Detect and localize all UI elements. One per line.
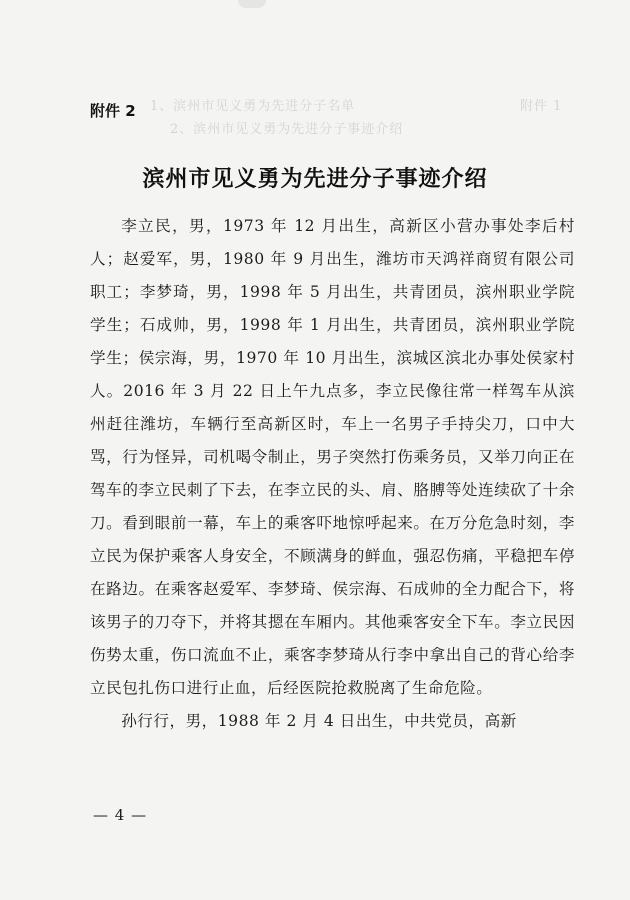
paper-scuff xyxy=(238,0,266,8)
paragraph: 李立民，男，1973 年 12 月出生，高新区小营办事处李后村人；赵爱军，男，1980 年 9 月出生，潍坊市天鸿祥商贸有限公司职工；李梦琦，男，1998 年 5 月出生，共青团员，滨州职业学院学生；石成帅，男，1998 年 1 月出生，共青团员，滨州职业学院学生；侯宗海，男，1970 年 10 月出生，滨城区滨北办事处侯家村人。2016 年 3 月 22 日上午九点多，李立民像往常一样驾车从滨州赶往潍坊，车辆行至高新区时，车上一名男子手持尖刀，口中大骂，行为怪异，司机喝令制止，男子突然打伤乘务员，又举刀向正在驾车的李立民刺了下去，在李立民的头、肩、胳膊等处连续砍了十余刀。看到眼前一幕，车上的乘客吓地惊呼起来。在万分危急时刻，李立民为保护乘客人身安全，不顾满身的鲜血，强忍伤痛，平稳把车停在路边。在乘客赵爱军、李梦琦、侯宗海、石成帅的全力配合下，将该男子的刀夺下，并将其摁在车厢内。其他乘客安全下车。李立民因伤势太重，伤口流血不止，乘客李梦琦从行李中拿出自己的背心给李立民包扎伤口进行止血，后经医院抢救脱离了生命危险。 xyxy=(90,217,575,697)
page-number: — 4 — xyxy=(93,806,148,824)
document-title: 滨州市见义勇为先进分子事迹介绍 xyxy=(142,166,488,192)
paragraph: 孙行行，男，1988 年 2 月 4 日出生，中共党员，高新 xyxy=(121,712,517,730)
bleed-through-attachment: 附件 1 xyxy=(520,99,563,114)
bleed-through-line: 2、滨州市见义勇为先进分子事迹介绍 xyxy=(170,122,404,137)
document-body xyxy=(90,210,575,738)
bleed-through-line: 1、滨州市见义勇为先进分子名单 xyxy=(150,99,356,114)
attachment-label: 附件 2 xyxy=(90,102,136,120)
